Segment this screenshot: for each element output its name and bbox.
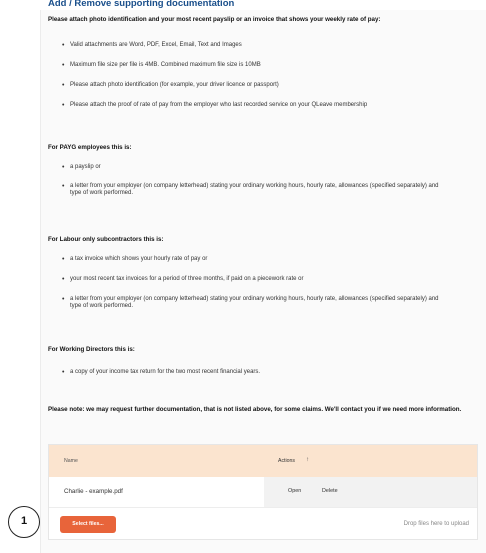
list-item: • a letter from your employer (on company letterhead) stating your ordinary working hours, hourly rate, allowances (specified separately) and type of work performed. [62, 296, 447, 311]
file-table [48, 444, 478, 540]
table-header [49, 445, 477, 477]
select-files-button[interactable]: Select files... [60, 516, 116, 533]
table-row [49, 477, 477, 507]
list-item: • Please attach the proof of rate of pay from the employer who last recorded service on your QLeave membership [62, 102, 367, 109]
section-title-subcontractors: For Labour only subcontractors this is: [48, 236, 164, 243]
list-item: • Please attach photo identification (for example, your driver licence or passport) [62, 82, 367, 89]
documentation-note: Please note: we may request further documentation, that is not listed above, for some claims. We'll contact you if we need more information. [48, 406, 462, 413]
list-item: • a tax invoice which shows your hourly rate of pay or [62, 256, 447, 263]
list-item: • a payslip or [62, 164, 447, 171]
page-title: Add / Remove supporting documentation [48, 0, 235, 9]
intro-text: Please attach photo identification and your most recent payslip or an invoice that shows your weekly rate of pay: [48, 16, 381, 23]
open-button[interactable]: Open [288, 488, 302, 494]
section-title-payg: For PAYG employees this is: [48, 144, 132, 151]
drop-hint: Drop files here to upload [403, 521, 469, 527]
requirements-list [62, 42, 367, 109]
step-number-badge: 1 [8, 506, 40, 538]
payg-list [62, 164, 447, 198]
actions-cell [264, 477, 477, 507]
list-item: • Valid attachments are Word, PDF, Excel, Email, Text and Images [62, 42, 367, 49]
upload-dropzone[interactable] [49, 507, 477, 539]
list-item: • a copy of your income tax return for the two most recent financial years. [62, 369, 260, 376]
directors-list [62, 369, 260, 376]
subcontractors-list [62, 256, 447, 311]
arrow-up-icon[interactable]: ↑ [306, 457, 309, 463]
list-item: • your most recent tax invoices for a period of three months, if paid on a piecework rate or [62, 276, 447, 283]
list-item: • a letter from your employer (on company letterhead) stating your ordinary working hours, hourly rate, allowances (specified separately) and type of work performed. [62, 183, 447, 198]
column-header-name[interactable]: Name [64, 458, 78, 464]
file-name: Charlie - example.pdf [64, 488, 123, 495]
column-header-actions[interactable]: Actions [278, 458, 296, 464]
delete-button[interactable]: Delete [322, 488, 338, 494]
list-item: • Maximum file size per file is 4MB. Combined maximum file size is 10MB [62, 62, 367, 69]
section-title-directors: For Working Directors this is: [48, 346, 135, 353]
